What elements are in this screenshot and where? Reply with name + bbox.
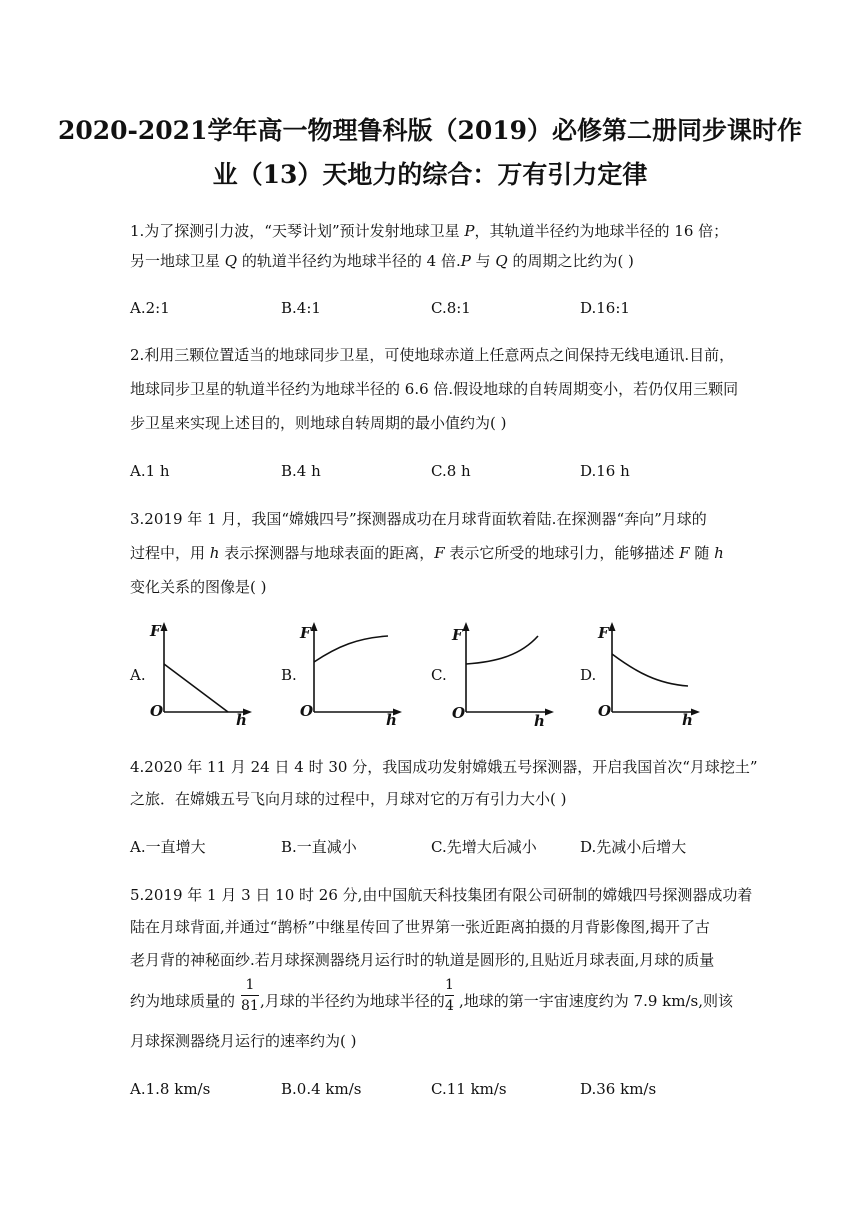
graph-b-x-label: h <box>386 711 397 729</box>
q3-option-b[interactable]: B. <box>281 666 297 684</box>
q5-line-4-end: ,地球的第一宇宙速度约为 7.9 km/s,则该 <box>459 992 733 1010</box>
q3-line-1: 3.2019 年 1 月，我国“嫦娥四号”探测器成功在月球背面软着陆.在探测器“奔向”月球的 <box>130 510 707 528</box>
page-title-line-2: 业（13）天地力的综合：万有引力定律 <box>212 160 648 189</box>
q3-option-a[interactable]: A. <box>130 666 146 684</box>
q5-fraction-2-numerator: 1 <box>445 977 454 993</box>
graph-d-curve <box>612 654 688 686</box>
q5-line-5: 月球探测器绕月运行的速率约为( ) <box>130 1032 357 1050</box>
graph-d-origin: O <box>598 702 612 720</box>
graph-a-curve <box>164 664 228 712</box>
q2-line-1: 2.利用三颗位置适当的地球同步卫星，可使地球赤道上任意两点之间保持无线电通讯.目前， <box>130 346 735 364</box>
graph-d-y-label: F <box>598 624 609 642</box>
graph-c-origin: O <box>452 704 466 722</box>
q5-option-a[interactable]: A.1.8 km/s <box>130 1080 211 1098</box>
q4-line-2: 之旅．在嫦娥五号飞向月球的过程中，月球对它的万有引力大小( ) <box>130 790 567 808</box>
q1-option-b[interactable]: B.4:1 <box>281 299 321 317</box>
q2-option-b[interactable]: B.4 h <box>281 462 321 480</box>
q1-option-c[interactable]: C.8:1 <box>431 299 471 317</box>
q4-option-a[interactable]: A.一直增大 <box>130 838 206 856</box>
q3-graph-a[interactable] <box>148 620 268 729</box>
q5-line-3: 老月背的神秘面纱.若月球探测器绕月运行时的轨道是圆形的,且贴近月球表面,月球的质量 <box>130 951 715 969</box>
q2-line-2: 地球同步卫星的轨道半径约为地球半径的 6.6 倍.假设地球的自转周期变小，若仍仅用三颗同 <box>130 380 739 398</box>
q5-option-d[interactable]: D.36 km/s <box>580 1080 657 1098</box>
q5-line-4-start: 约为地球质量的 <box>130 992 236 1010</box>
q3-line-2: 过程中，用 h 表示探测器与地球表面的距离，F 表示它所受的地球引力，能够描述 F 随 h <box>130 544 724 562</box>
graph-b-y-arrow <box>311 622 318 631</box>
q5-line-4-middle: ,月球的半径约为地球半径的 <box>260 992 445 1010</box>
q1-option-a[interactable]: A.2:1 <box>130 299 170 317</box>
graph-d-y-arrow <box>609 622 616 631</box>
graph-a-x-label: h <box>236 711 247 729</box>
q5-option-b[interactable]: B.0.4 km/s <box>281 1080 362 1098</box>
q5-fraction-1-numerator: 1 <box>245 977 255 993</box>
q5-fraction-1-bar <box>241 995 259 996</box>
graph-a-y-arrow <box>161 622 168 631</box>
q4-line-1: 4.2020 年 11 月 24 日 4 时 30 分，我国成功发射嫦娥五号探测器，开启我国首次“月球挖土” <box>130 758 758 776</box>
graph-c-x-label: h <box>534 712 545 730</box>
q1-line-2: 另一地球卫星 Q 的轨道半径约为地球半径的 4 倍.P 与 Q 的周期之比约为( ) <box>130 252 634 270</box>
graph-a-plot <box>148 620 268 729</box>
q2-option-a[interactable]: A.1 h <box>130 462 170 480</box>
q5-line-1: 5.2019 年 1 月 3 日 10 时 26 分,由中国航天科技集团有限公司研制的嫦娥四号探测器成功着 <box>130 886 753 904</box>
graph-c-curve <box>466 636 538 664</box>
q5-fraction-1-4 <box>445 978 454 1013</box>
q2-option-d[interactable]: D.16 h <box>580 462 630 480</box>
graph-b-plot <box>298 620 418 729</box>
q1-option-d[interactable]: D.16:1 <box>580 299 630 317</box>
graph-c-x-arrow <box>545 709 554 716</box>
q5-option-c[interactable]: C.11 km/s <box>431 1080 507 1098</box>
q3-graph-d[interactable] <box>596 620 716 729</box>
q5-fraction-2-bar <box>445 995 454 996</box>
q4-option-c[interactable]: C.先增大后减小 <box>431 838 537 856</box>
graph-c-y-label: F <box>452 626 463 644</box>
page-title-line-1: 2020-2021学年高一物理鲁科版（2019）必修第二册同步课时作 <box>57 116 803 145</box>
q2-option-c[interactable]: C.8 h <box>431 462 471 480</box>
graph-a-y-label: F <box>150 622 161 640</box>
graph-c-plot <box>450 620 570 726</box>
q4-option-d[interactable]: D.先减小后增大 <box>580 838 687 856</box>
graph-d-plot <box>596 620 716 729</box>
q3-graph-b[interactable] <box>298 620 418 729</box>
graph-a-origin: O <box>150 702 164 720</box>
q3-line-3: 变化关系的图像是( ) <box>130 578 267 596</box>
q2-line-3: 步卫星来实现上述目的，则地球自转周期的最小值约为( ) <box>130 414 507 432</box>
q1-line-1: 1.为了探测引力波，“天琴计划”预计发射地球卫星 P，其轨道半径约为地球半径的 16 倍； <box>130 222 729 240</box>
q5-fraction-1-denominator: 81 <box>241 998 259 1014</box>
graph-d-x-label: h <box>682 711 693 729</box>
graph-b-y-label: F <box>300 624 311 642</box>
q4-option-b[interactable]: B.一直减小 <box>281 838 357 856</box>
graph-c-y-arrow <box>463 622 470 631</box>
q3-option-c[interactable]: C. <box>431 666 447 684</box>
q5-line-2: 陆在月球背面,并通过“鹊桥”中继星传回了世界第一张近距离拍摄的月背影像图,揭开了古 <box>130 918 710 936</box>
q3-option-d[interactable]: D. <box>580 666 597 684</box>
q3-graph-c[interactable] <box>450 620 570 730</box>
graph-b-curve <box>314 636 388 662</box>
q5-fraction-1-81 <box>241 978 259 1013</box>
graph-b-origin: O <box>300 702 314 720</box>
q5-fraction-2-denominator: 4 <box>445 998 454 1014</box>
